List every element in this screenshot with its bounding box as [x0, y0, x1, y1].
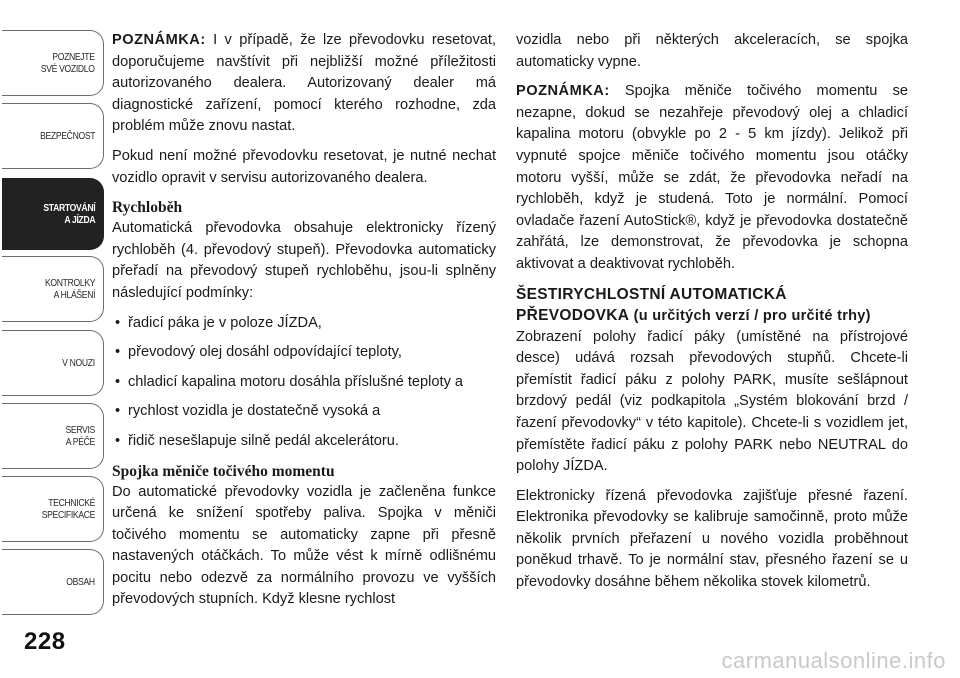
- tab-startovani-a-jizda[interactable]: [2, 178, 104, 250]
- heading-line: ŠESTIRYCHLOSTNÍ AUTOMATICKÁ: [516, 285, 787, 303]
- tab-label: BEZPEČNOST: [39, 130, 95, 142]
- tab-label: V NOUZI: [62, 357, 95, 369]
- tab-label: POZNEJTE SVÉ VOZIDLO: [41, 51, 95, 75]
- list-item: • rychlost vozidla je dostatečně vysoká a: [112, 401, 496, 423]
- tab-bezpecnost[interactable]: [2, 103, 104, 169]
- tab-label: KONTROLKY A HLÁŠENÍ: [44, 277, 95, 301]
- note-paragraph: [516, 81, 908, 275]
- tab-obsah[interactable]: [2, 549, 104, 615]
- left-column: [112, 30, 496, 611]
- body-paragraph: Do automatické převodovky vozidla je začleněna funkce určená ke snížení spotřeby paliva. Spojka v měniči točivého momentu se automaticky zapne při přesně nastavených otáčkách. To může vést k mírně odlišnému pocitu nebo odezvě za normálního provozu ve vyšších převodových stupních. Když klesne rychlost: [112, 483, 496, 608]
- body-paragraph: Pokud není možné převodovku resetovat, je nutné nechat vozidlo opravit v servisu autorizovaného dealera.: [112, 147, 496, 186]
- heading-line: PŘEVODOVKA: [516, 306, 630, 324]
- list-item: • převodový olej dosáhl odpovídající teploty,: [112, 342, 496, 364]
- list-item: • řadicí páka je v poloze JÍZDA,: [112, 313, 496, 335]
- right-column: [516, 30, 908, 594]
- tab-technicke-specifikace[interactable]: [2, 476, 104, 542]
- page-number: 228: [24, 628, 66, 655]
- chapter-sidebar: [0, 0, 108, 678]
- tab-label: SERVIS A PÉČE: [65, 424, 95, 448]
- note-lead: POZNÁMKA:: [516, 83, 610, 100]
- tab-kontrolky-a-hlaseni[interactable]: [2, 256, 104, 322]
- conditions-list: [112, 313, 496, 453]
- section-heading-six-speed: [516, 284, 908, 327]
- note-text: Spojka měniče točivého momentu se nezapne, dokud se nezahřeje převodový olej a chladicí kapalina motoru (obvykle po 2 - 5 km jízdy). Jelikož při vypnuté spojce měniče točivého momentu jsou otáčky motoru vyšší, může se zdát, že převodovka neřadí na rychloběh, když je studená. Toto je normální. Pomocí ovladače řazení AutoStick®, když je převodovka dostatečně zahřátá, lze demonstrovat, že převodovka je schopna aktivovat a deaktivovat rychloběh.: [516, 83, 908, 272]
- section-heading-clutch: Spojka měniče točivého momentu: [112, 462, 335, 480]
- list-item: • řidič nesešlapuje silně pedál akcelerátoru.: [112, 431, 496, 453]
- note-paragraph: [112, 30, 496, 138]
- tab-poznejte-sve-vozidlo[interactable]: [2, 30, 104, 96]
- list-item: • chladicí kapalina motoru dosáhla příslušné teploty a: [112, 372, 496, 394]
- body-paragraph: Zobrazení polohy řadicí páky (umístěné na přístrojové desce) udává rozsah převodových stupňů. Chcete-li přemístit řadicí páku z polohy PARK, musíte sešlápnout brzdový pedál (viz podkapitola „Systém blokování brzd / řazení převodovky“ v této kapitole). Chcete-li s vozidlem jet, přemístěte řadicí páku z polohy PARK nebo NEUTRAL do polohy JÍZDA.: [516, 328, 908, 475]
- body-paragraph: Elektronicky řízená převodovka zajišťuje přesné řazení. Elektronika převodovky se kalibruje samočinně, proto může několik prvních přeřazení u nového vozidla proběhnout poněkud trhavě. To je normální stav, přesného řazení se u převodovky dosáhne během několika stovek kilometrů.: [516, 487, 908, 591]
- heading-qualifier: (u určitých verzí / pro určité trhy): [629, 307, 871, 324]
- body-paragraph: Automatická převodovka obsahuje elektronicky řízený rychloběh (4. převodový stupeň). Převodovka automaticky přeřadí na převodový stupeň rychloběhu, jsou-li splněny následující podmínky:: [112, 220, 496, 301]
- tab-label: OBSAH: [66, 576, 95, 588]
- tab-v-nouzi[interactable]: [2, 330, 104, 396]
- note-text: I v případě, že lze převodovku resetovat, doporučujeme navštívit při nejbližší možné příležitosti autorizovaného dealera. Autorizovaný dealer má diagnostické zařízení, pomocí kterého rozhodne, zda problém může znovu nastat.: [112, 32, 496, 135]
- tab-servis-a-pece[interactable]: [2, 403, 104, 469]
- body-paragraph: vozidla nebo při některých akceleracích, se spojka automaticky vypne.: [516, 32, 908, 70]
- tab-label: TECHNICKÉ SPECIFIKACE: [41, 497, 95, 521]
- tab-label: STARTOVÁNÍ A JÍZDA: [43, 202, 95, 226]
- note-lead: POZNÁMKA:: [112, 32, 206, 48]
- watermark: carmanualsonline.info: [721, 648, 946, 673]
- section-heading-overdrive: Rychloběh: [112, 199, 183, 217]
